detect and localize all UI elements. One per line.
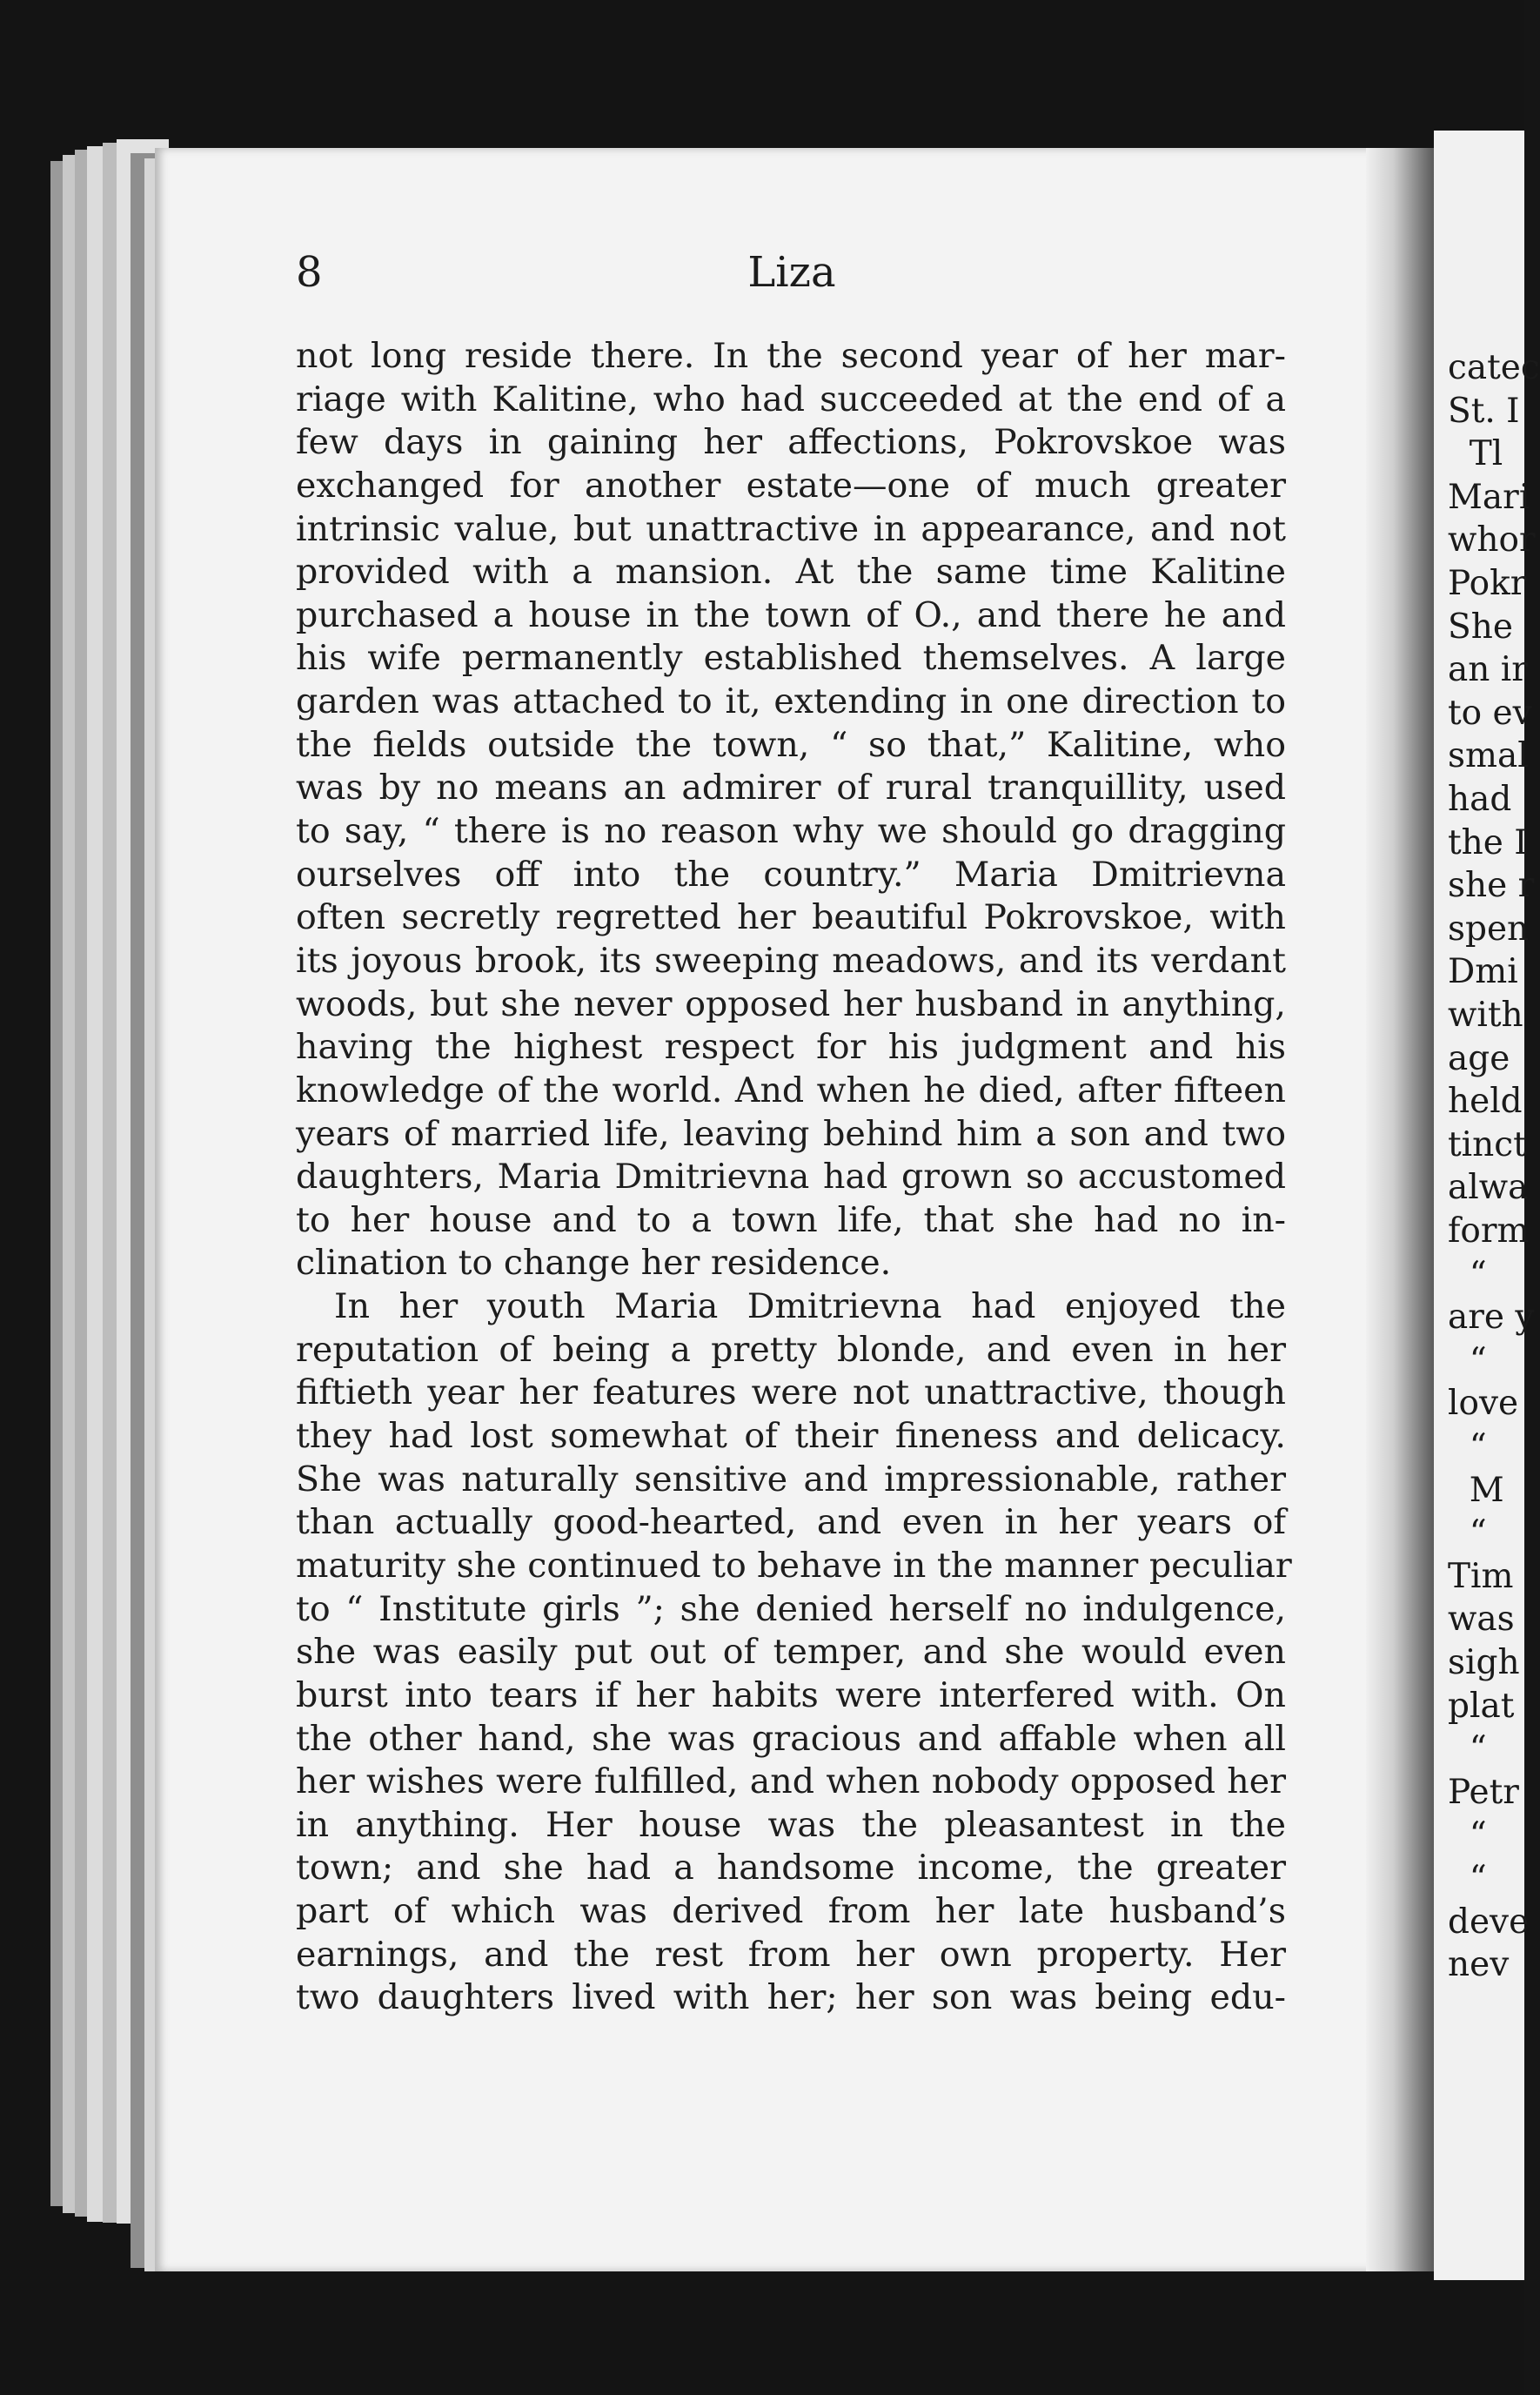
right-page-text-fragment: Tl (1448, 434, 1503, 474)
text-line: burst into tears if her habits were interfered with. On (296, 1674, 1286, 1715)
right-page-text-fragment: an ir (1448, 650, 1528, 690)
text-line: maturity she continued to behave in the manner peculiar (296, 1545, 1292, 1586)
text-line: part of which was derived from her late husband’s (296, 1891, 1286, 1932)
text-line: purchased a house in the town of O., and there he and (296, 594, 1286, 635)
right-page-text-fragment: catec (1448, 348, 1540, 387)
text-line: clination to change her residence. (296, 1243, 892, 1284)
book-gutter (1366, 148, 1434, 2271)
text-line: having the highest respect for his judgment and his (296, 1027, 1286, 1068)
text-line: than actually good-hearted, and even in her years of (296, 1502, 1286, 1543)
text-line: years of married life, leaving behind him a son and two (296, 1113, 1286, 1154)
right-page-text-fragment: to ev (1448, 693, 1532, 733)
right-page-text-fragment: had (1448, 780, 1512, 819)
text-line: to her house and to a town life, that she had no in- (296, 1199, 1286, 1240)
right-page-text-fragment: are y (1448, 1298, 1535, 1338)
right-page-text-fragment: “ (1448, 1859, 1487, 1898)
right-page-text-fragment: “ (1448, 1513, 1487, 1553)
running-title: Liza (747, 248, 836, 297)
right-page-text-fragment: St. I (1448, 391, 1520, 431)
right-page-text-fragment: tinct (1448, 1124, 1527, 1164)
text-line: She was naturally sensitive and impressionable, rather (296, 1459, 1286, 1499)
right-page-text-fragment: Pokr (1448, 564, 1527, 603)
right-page-text-fragment: sigh (1448, 1643, 1520, 1682)
right-page-text-fragment: smal (1448, 736, 1529, 776)
text-line: often secretly regretted her beautiful Pokrovskoe, with (296, 897, 1286, 938)
body-text (296, 335, 1292, 2020)
text-line: ourselves off into the country.” Maria Dmitrievna (296, 854, 1286, 895)
text-line: town; and she had a handsome income, the greater (296, 1848, 1286, 1888)
right-page-text-fragment: was (1448, 1600, 1515, 1640)
text-line: few days in gaining her affections, Pokrovskoe was (296, 422, 1286, 463)
text-line: riage with Kalitine, who had succeeded at the end of a (296, 379, 1286, 419)
right-page-text-fragment: “ (1448, 1254, 1487, 1294)
right-page-text-fragment: spen (1448, 909, 1530, 949)
text-line: his wife permanently established themselves. A large (296, 638, 1286, 679)
text-line: the fields outside the town, “ so that,” Kalitine, who (296, 724, 1286, 765)
text-line: earnings, and the rest from her own property. Her (296, 1934, 1286, 1975)
right-page-text-fragment: Mari (1448, 477, 1530, 517)
text-line: daughters, Maria Dmitrievna had grown so accustomed (296, 1157, 1286, 1198)
right-page-text-fragment: love (1448, 1384, 1519, 1424)
text-line: the other hand, she was gracious and affable when all (296, 1718, 1286, 1759)
text-line: fiftieth year her features were not unattractive, though (296, 1372, 1286, 1413)
right-page-text-fragment: the I (1448, 822, 1528, 862)
text-line: in anything. Her house was the pleasantest in the (296, 1804, 1286, 1845)
text-line: was by no means an admirer of rural tranquillity, used (296, 768, 1286, 808)
page-number: 8 (296, 248, 323, 297)
right-page-text-fragment: “ (1448, 1427, 1487, 1466)
text-line: exchanged for another estate—one of much greater (296, 465, 1286, 506)
right-page-text-fragment: She (1448, 607, 1513, 647)
right-page-text-fragment: held (1448, 1082, 1523, 1122)
text-line: to “ Institute girls ”; she denied herself no indulgence, (296, 1588, 1286, 1629)
text-line: provided with a mansion. At the same time Kalitine (296, 552, 1286, 593)
right-page-text-fragment: “ (1448, 1340, 1487, 1380)
text-line: her wishes were fulfilled, and when nobody opposed her (296, 1761, 1286, 1802)
text-line: not long reside there. In the second year of her mar- (296, 336, 1286, 376)
right-page-text-fragment: form (1448, 1211, 1530, 1251)
right-page-text-fragment: Petr (1448, 1772, 1519, 1812)
text-line: knowledge of the world. And when he died, after fifteen (296, 1070, 1286, 1110)
right-page-text-fragment: “ (1448, 1729, 1487, 1769)
text-line: garden was attached to it, extending in one direction to (296, 681, 1286, 722)
page-header (296, 248, 1288, 309)
text-line: its joyous brook, its sweeping meadows, and its verdant (296, 940, 1286, 981)
text-line: intrinsic value, but unattractive in appearance, and not (296, 508, 1286, 549)
right-page-text-fragment: age (1448, 1038, 1510, 1078)
right-page-text-fragment: Tim (1448, 1556, 1514, 1596)
right-page-text-fragment: Dmi (1448, 952, 1518, 992)
text-line: to say, “ there is no reason why we should go dragging (296, 811, 1286, 852)
right-page-text-fragment: she r (1448, 866, 1535, 906)
right-page-text-fragment: nev (1448, 1945, 1510, 1985)
text-line: In her youth Maria Dmitrievna had enjoyed the (334, 1286, 1286, 1327)
text-line: two daughters lived with her; her son was being edu- (296, 1977, 1286, 2018)
right-page-text-fragment: devе (1448, 1902, 1530, 1942)
right-page-fragment (1434, 131, 1540, 2280)
right-page-text-fragment: M (1448, 1470, 1504, 1510)
right-page-text-fragment: whor (1448, 520, 1536, 560)
text-line: reputation of being a pretty blonde, and even in her (296, 1329, 1286, 1370)
text-line: she was easily put out of temper, and she would even (296, 1632, 1286, 1673)
right-page-text-fragment: alwa (1448, 1168, 1529, 1208)
right-page-text-fragment: plat (1448, 1686, 1515, 1726)
text-line: they had lost somewhat of their fineness and delicacy. (296, 1416, 1286, 1457)
right-page-text-fragment: with (1448, 996, 1523, 1035)
text-line: woods, but she never opposed her husband in anything, (296, 983, 1286, 1024)
right-page-text-fragment: “ (1448, 1815, 1487, 1855)
